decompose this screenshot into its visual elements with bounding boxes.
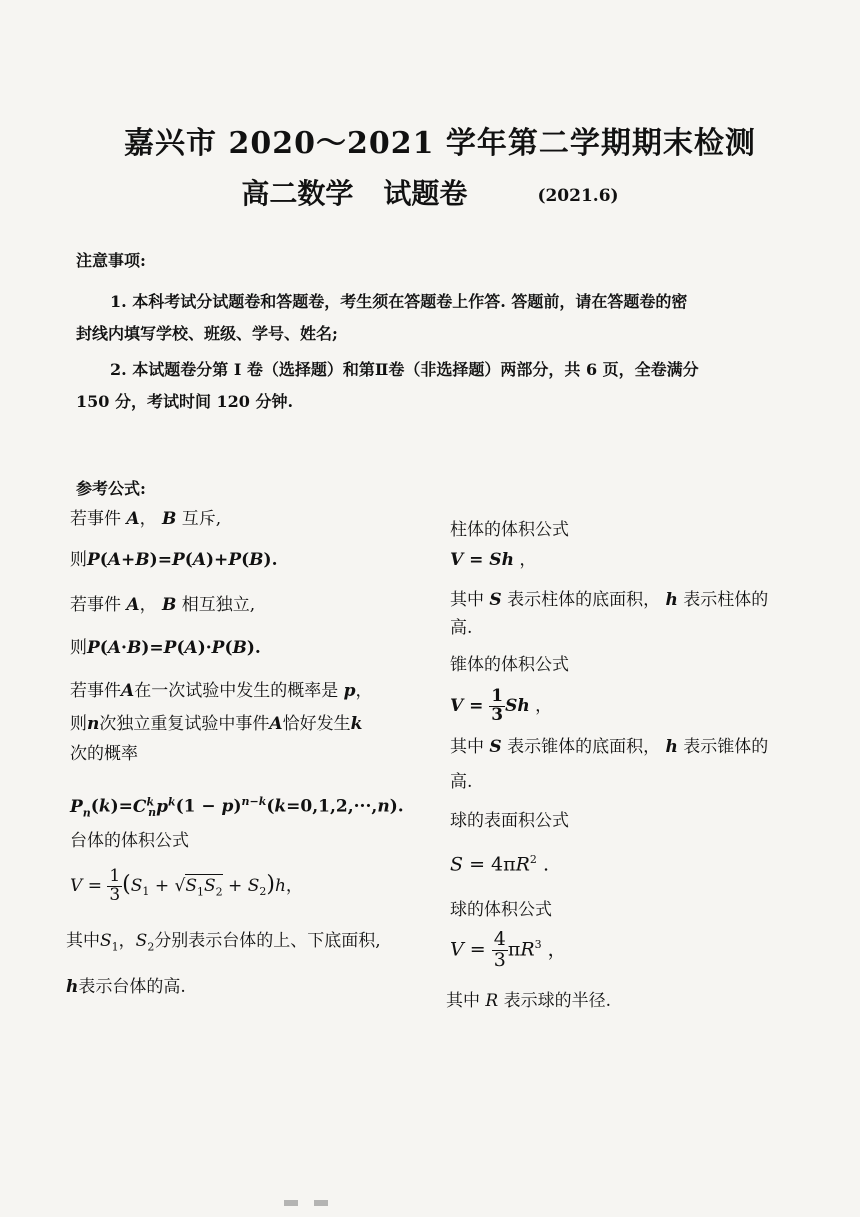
prism-note-line-1: 其中 S 表示柱体的底面积， h 表示柱体的	[450, 590, 769, 610]
notice-heading: 注意事项:	[76, 251, 146, 270]
prism-note-line-2: 高.	[450, 618, 473, 638]
frustum-note-line-1: 其中$S_1$，$S_2$分别表示台体的上、下底面积,	[66, 931, 381, 954]
mutex-formula: 则P(A+B)=P(A)+P(B).	[70, 550, 278, 570]
prism-title: 柱体的体积公式	[450, 520, 569, 540]
binomial-condition-line-2: 则n次独立重复试验中事件A恰好发生k	[70, 714, 363, 734]
formulas-heading: 参考公式:	[76, 479, 146, 498]
mutex-condition: 若事件 A， B 互斥,	[70, 509, 222, 529]
sphere-area-title: 球的表面积公式	[450, 811, 569, 831]
binomial-condition-line-3: 次的概率	[70, 744, 138, 764]
paper-type-label: 试题卷	[383, 177, 468, 210]
subject-label: 高二数学	[241, 177, 354, 210]
sphere-area-formula: $S = 4\pi R^2$ .	[450, 853, 550, 876]
notice-item-1-line-1: 1. 本科考试分试题卷和答题卷，考生须在答题卷上作答. 答题前，请在答题卷的密	[110, 292, 688, 311]
sphere-volume-formula: V = $\frac{4}{3}$ $\pi R^3$ ，	[450, 928, 567, 971]
sphere-note: 其中 R 表示球的半径.	[446, 991, 612, 1011]
prism-formula: V = Sh ，	[450, 550, 537, 570]
notice-item-2-line-2: 150 分，考试时间 120 分钟.	[76, 392, 294, 411]
binomial-condition-line-1: 若事件A在一次试验中发生的概率是 p，	[70, 681, 373, 701]
frustum-title: 台体的体积公式	[70, 831, 189, 851]
cone-note-line-1: 其中 S 表示锥体的底面积， h 表示锥体的	[450, 737, 769, 757]
exam-date: (2021.6)	[537, 185, 619, 206]
page-footer-mark	[284, 1196, 344, 1210]
binomial-formula: $P_n(k)=C^k_np^k(1 - p)^{n-k}(k=0,1,2,\cdot\cdot\cdot,n)$.	[70, 795, 404, 820]
exam-title: 嘉兴市 2020～2021 学年第二学期期末检测	[124, 126, 756, 161]
independent-condition: 若事件 A， B 相互独立,	[70, 595, 256, 615]
cone-title: 锥体的体积公式	[450, 655, 569, 675]
cone-formula: V = $\frac{1}{3}$ Sh ，	[450, 686, 553, 725]
exam-subtitle	[0, 172, 860, 212]
sphere-volume-title: 球的体积公式	[450, 900, 552, 920]
notice-item-1-line-2: 封线内填写学校、班级、学号、姓名;	[76, 324, 338, 343]
cone-note-line-2: 高.	[450, 772, 473, 792]
independent-formula: 则P(A·B)=P(A)·P(B).	[70, 638, 261, 658]
frustum-formula: V = $\frac{1}{3}$ $(S_1 + √S_1S_2 + S_2)h$，	[70, 866, 303, 905]
frustum-note-line-2: h表示台体的高.	[66, 977, 186, 997]
notice-item-2-line-1: 2. 本试题卷分第 I 卷（选择题）和第Ⅱ卷（非选择题）两部分，共 6 页，全卷满分	[110, 360, 699, 379]
